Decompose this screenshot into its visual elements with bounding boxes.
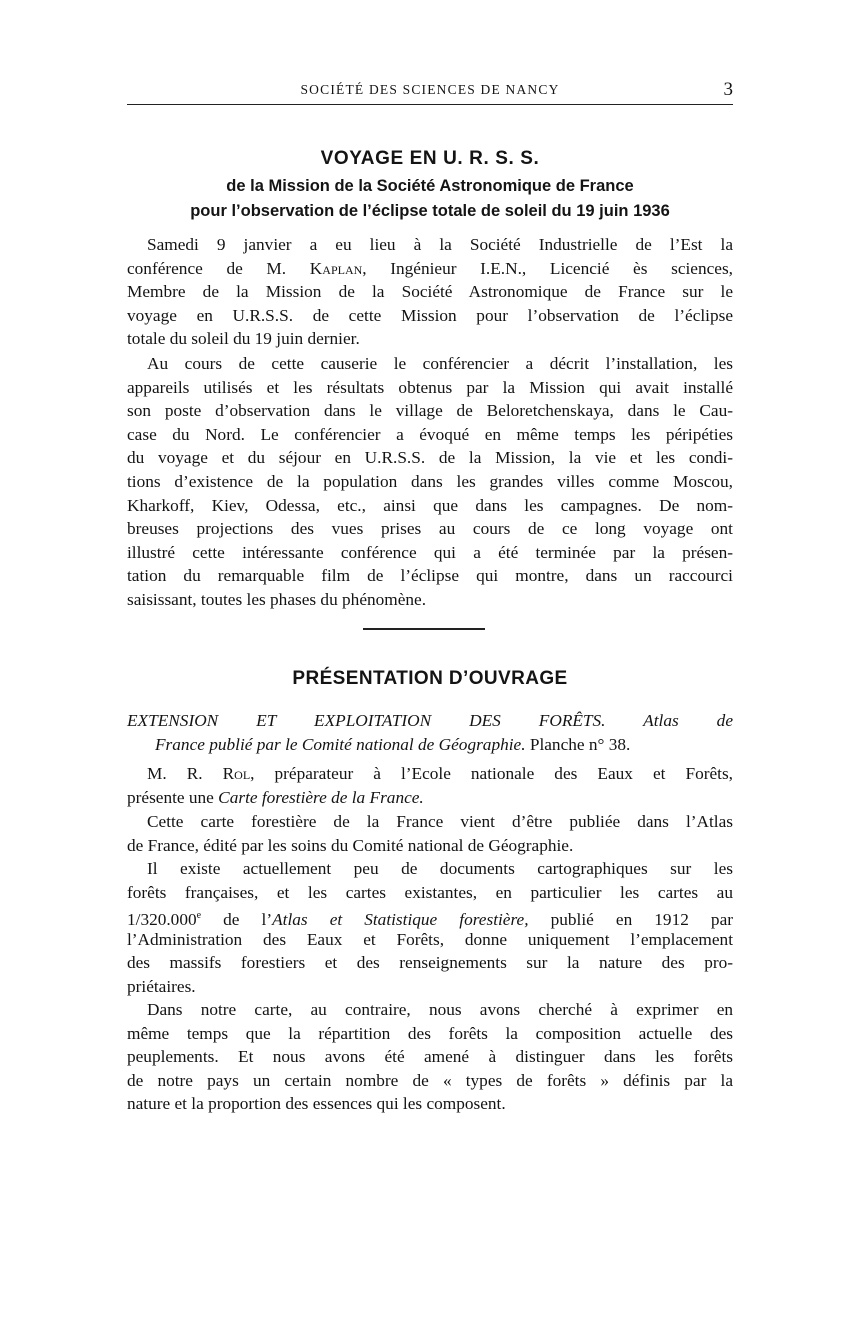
text-line: conférence de M. Kaplan, Ingénieur I.E.N., Licencié ès sciences, <box>127 258 733 278</box>
text-line: tation du remarquable film de l’éclipse qui montre, dans un raccourci <box>127 566 733 586</box>
text-line: son poste d’observation dans le village de Beloretchenskaya, dans le Cau- <box>127 401 733 421</box>
text-line: Samedi 9 janvier a eu lieu à la Société Industrielle de l’Est la <box>147 235 733 254</box>
article-subtitle-line-1: de la Mission de la Société Astronomique de France <box>226 177 634 195</box>
text-line: Au cours de cette causerie le conférencier a décrit l’installation, les <box>147 354 733 373</box>
text-line: l’Administration des Eaux et Forêts, donne uniquement l’emplacement <box>127 929 733 949</box>
text-line: nature et la proportion des essences qui les composent. <box>127 1094 506 1114</box>
text-line: EXTENSION ET EXPLOITATION DES FORÊTS. Atlas de <box>127 711 733 730</box>
text-line: présente une Carte forestière de la France. <box>127 787 424 807</box>
section-divider <box>363 628 485 630</box>
text-line: même temps que la répartition des forêts la composition actuelle des <box>127 1023 733 1043</box>
article-subtitle-line-2: pour l’observation de l’éclipse totale de soleil du 19 juin 1936 <box>190 202 670 220</box>
running-title: SOCIÉTÉ DES SCIENCES DE NANCY <box>300 82 560 97</box>
paragraph-publication <box>127 810 733 857</box>
text-line: de France, édité par les soins du Comité national de Géographie. <box>127 835 574 855</box>
text-line: totale du soleil du 19 juin dernier. <box>127 329 360 349</box>
text-line: forêts françaises, et les cartes existantes, en particulier les cartes au <box>127 882 733 902</box>
text-line: voyage en U.R.S.S. de cette Mission pour l’observation de l’éclipse <box>127 305 733 325</box>
section-title: PRÉSENTATION D’OUVRAGE <box>292 668 568 689</box>
text-line: illustré cette intéressante conférence qui a été terminée par la présen- <box>127 542 733 562</box>
paragraph-conference-announcement <box>127 233 733 351</box>
text-line: M. R. Rol, préparateur à l’Ecole nationale des Eaux et Forêts, <box>147 764 733 783</box>
work-reference <box>127 709 733 756</box>
text-line: de notre pays un certain nombre de « types de forêts » définis par la <box>127 1070 733 1090</box>
text-line: Il existe actuellement peu de documents cartographiques sur les <box>147 859 733 878</box>
paragraph-conference-summary <box>127 352 733 612</box>
paragraph-map-approach <box>127 998 733 1116</box>
text-line: tions d’existence de la population dans les grandes villes comme Moscou, <box>127 471 733 491</box>
paragraph-existing-documents <box>127 857 733 999</box>
text-line: Dans notre carte, au contraire, nous avons cherché à exprimer en <box>147 1000 733 1019</box>
text-line: 1/320.000e de l’Atlas et Statistique forestière, publié en 1912 par <box>127 909 733 929</box>
text-line: des massifs forestiers et des renseignements sur la nature des pro- <box>127 953 733 973</box>
text-line: priétaires. <box>127 976 196 996</box>
page-number: 3 <box>723 79 733 100</box>
text-line: Cette carte forestière de la France vient d’être publiée dans l’Atlas <box>147 812 733 831</box>
text-line: breuses projections des vues prises au cours de ce long voyage ont <box>127 519 733 539</box>
text-line: peuplements. Et nous avons été amené à distinguer dans les forêts <box>127 1047 733 1067</box>
text-line: du voyage et du séjour en U.R.S.S. de la Mission, la vie et les condi- <box>127 448 733 468</box>
presenter-name: Rol <box>222 764 251 783</box>
text-line: saisissant, toutes les phases du phénomène. <box>127 589 427 609</box>
speaker-name: Kaplan <box>309 258 363 278</box>
text-line: appareils utilisés et les résultats obtenus par la Mission qui avait installé <box>127 377 733 397</box>
text-line: Membre de la Mission de la Société Astronomique de France sur le <box>127 282 733 302</box>
text-line: case du Nord. Le conférencier a évoqué en même temps les péripéties <box>127 424 733 444</box>
text-line: France publié par le Comité national de Géographie. Planche n° 38. <box>155 734 631 754</box>
article-title: VOYAGE EN U. R. S. S. <box>320 148 540 169</box>
paragraph-presenter <box>127 762 733 809</box>
running-header <box>127 80 733 105</box>
text-line: Kharkoff, Kiev, Odessa, etc., ainsi que dans les campagnes. De nom- <box>127 495 733 515</box>
